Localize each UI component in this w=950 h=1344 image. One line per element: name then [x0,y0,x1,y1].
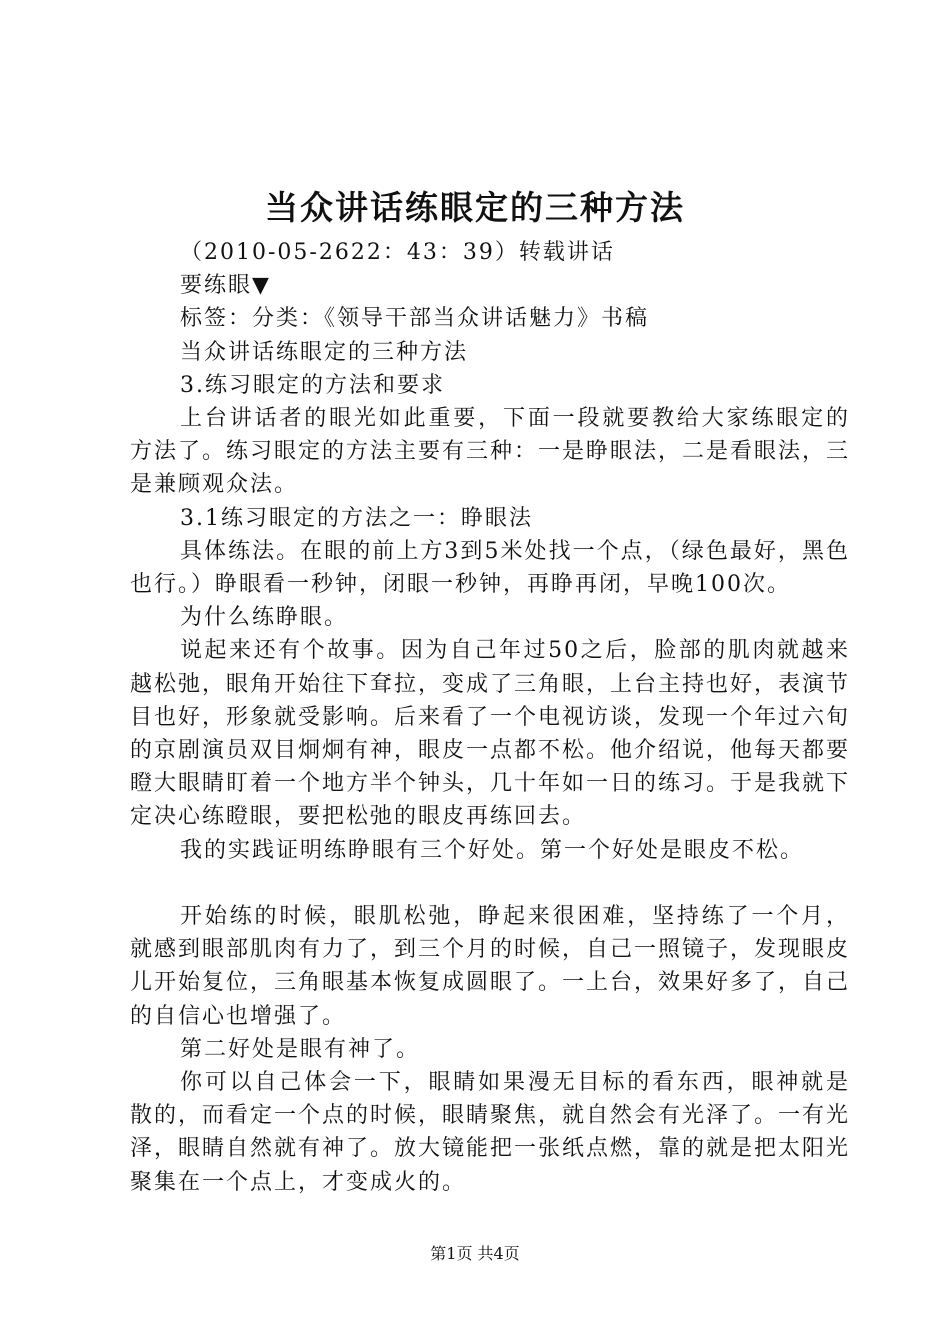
section-heading: 3.练习眼定的方法和要求 [180,372,445,398]
paragraph: 具体练法。在眼的前上方3到5米处找一个点，（绿色最好，黑色也行。）睁眼看一秒钟，闭眼一秒钟，再睁再闭，早晚100次。 [130,538,850,598]
paragraph: 我的实践证明练睁眼有三个好处。第一个好处是眼皮不松。 [180,837,805,863]
category-line: 标签：分类：《领导干部当众讲话魅力》书稿 [180,306,650,332]
paragraph: 为什么练睁眼。 [180,605,349,631]
document-title: 当众讲话练眼定的三种方法 [265,188,685,227]
paragraph: 上台讲话者的眼光如此重要，下面一段就要教给大家练眼定的方法了。练习眼定的方法主要有三种：一是睁眼法，二是看眼法，三是兼顾观众法。 [130,406,851,498]
post-meta-line: （2010-05-2622：43：39）转载讲话 [180,240,615,265]
subsection-heading: 3.1练习眼定的方法之一：睁眼法 [180,505,533,531]
tag-line: 要练眼▼ [180,273,271,299]
subtitle-line: 当众讲话练眼定的三种方法 [180,339,469,365]
paragraph: 开始练的时候，眼肌松弛，睁起来很困难，坚持练了一个月，就感到眼部肌肉有力了，到三个月的时候，自己一照镜子，发现眼皮儿开始复位，三角眼基本恢复成圆眼了。一上台，效果好多了，自己的自信心也增强了。 [130,904,851,1029]
paragraph: 你可以自己体会一下，眼睛如果漫无目标的看东西，眼神就是散的，而看定一个点的时候，眼睛聚焦，就自然会有光泽了。一有光泽，眼睛自然就有神了。放大镜能把一张纸点燃，靠的就是把太阳光聚集在一个点上，才变成火的。 [130,1070,851,1195]
paragraph: 第二好处是眼有神了。 [180,1036,421,1062]
page-number-footer: 第1页 共4页 [430,1244,520,1263]
blank-line [130,867,850,900]
paragraph: 说起来还有个故事。因为自己年过50之后，脸部的肌肉就越来越松弛，眼角开始往下耷拉，变成了三角眼，上台主持也好，表演节目也好，形象就受影响。后来看了一个电视访谈，发现一个年过六旬的京剧演员双目炯炯有神，眼皮一点都不松。他介绍说，他每天都要瞪大眼睛盯着一个地方半个钟头，几十年如一日的练习。于是我就下定决心练瞪眼，要把松弛的眼皮再练回去。 [130,638,851,830]
document-body [130,236,850,1199]
